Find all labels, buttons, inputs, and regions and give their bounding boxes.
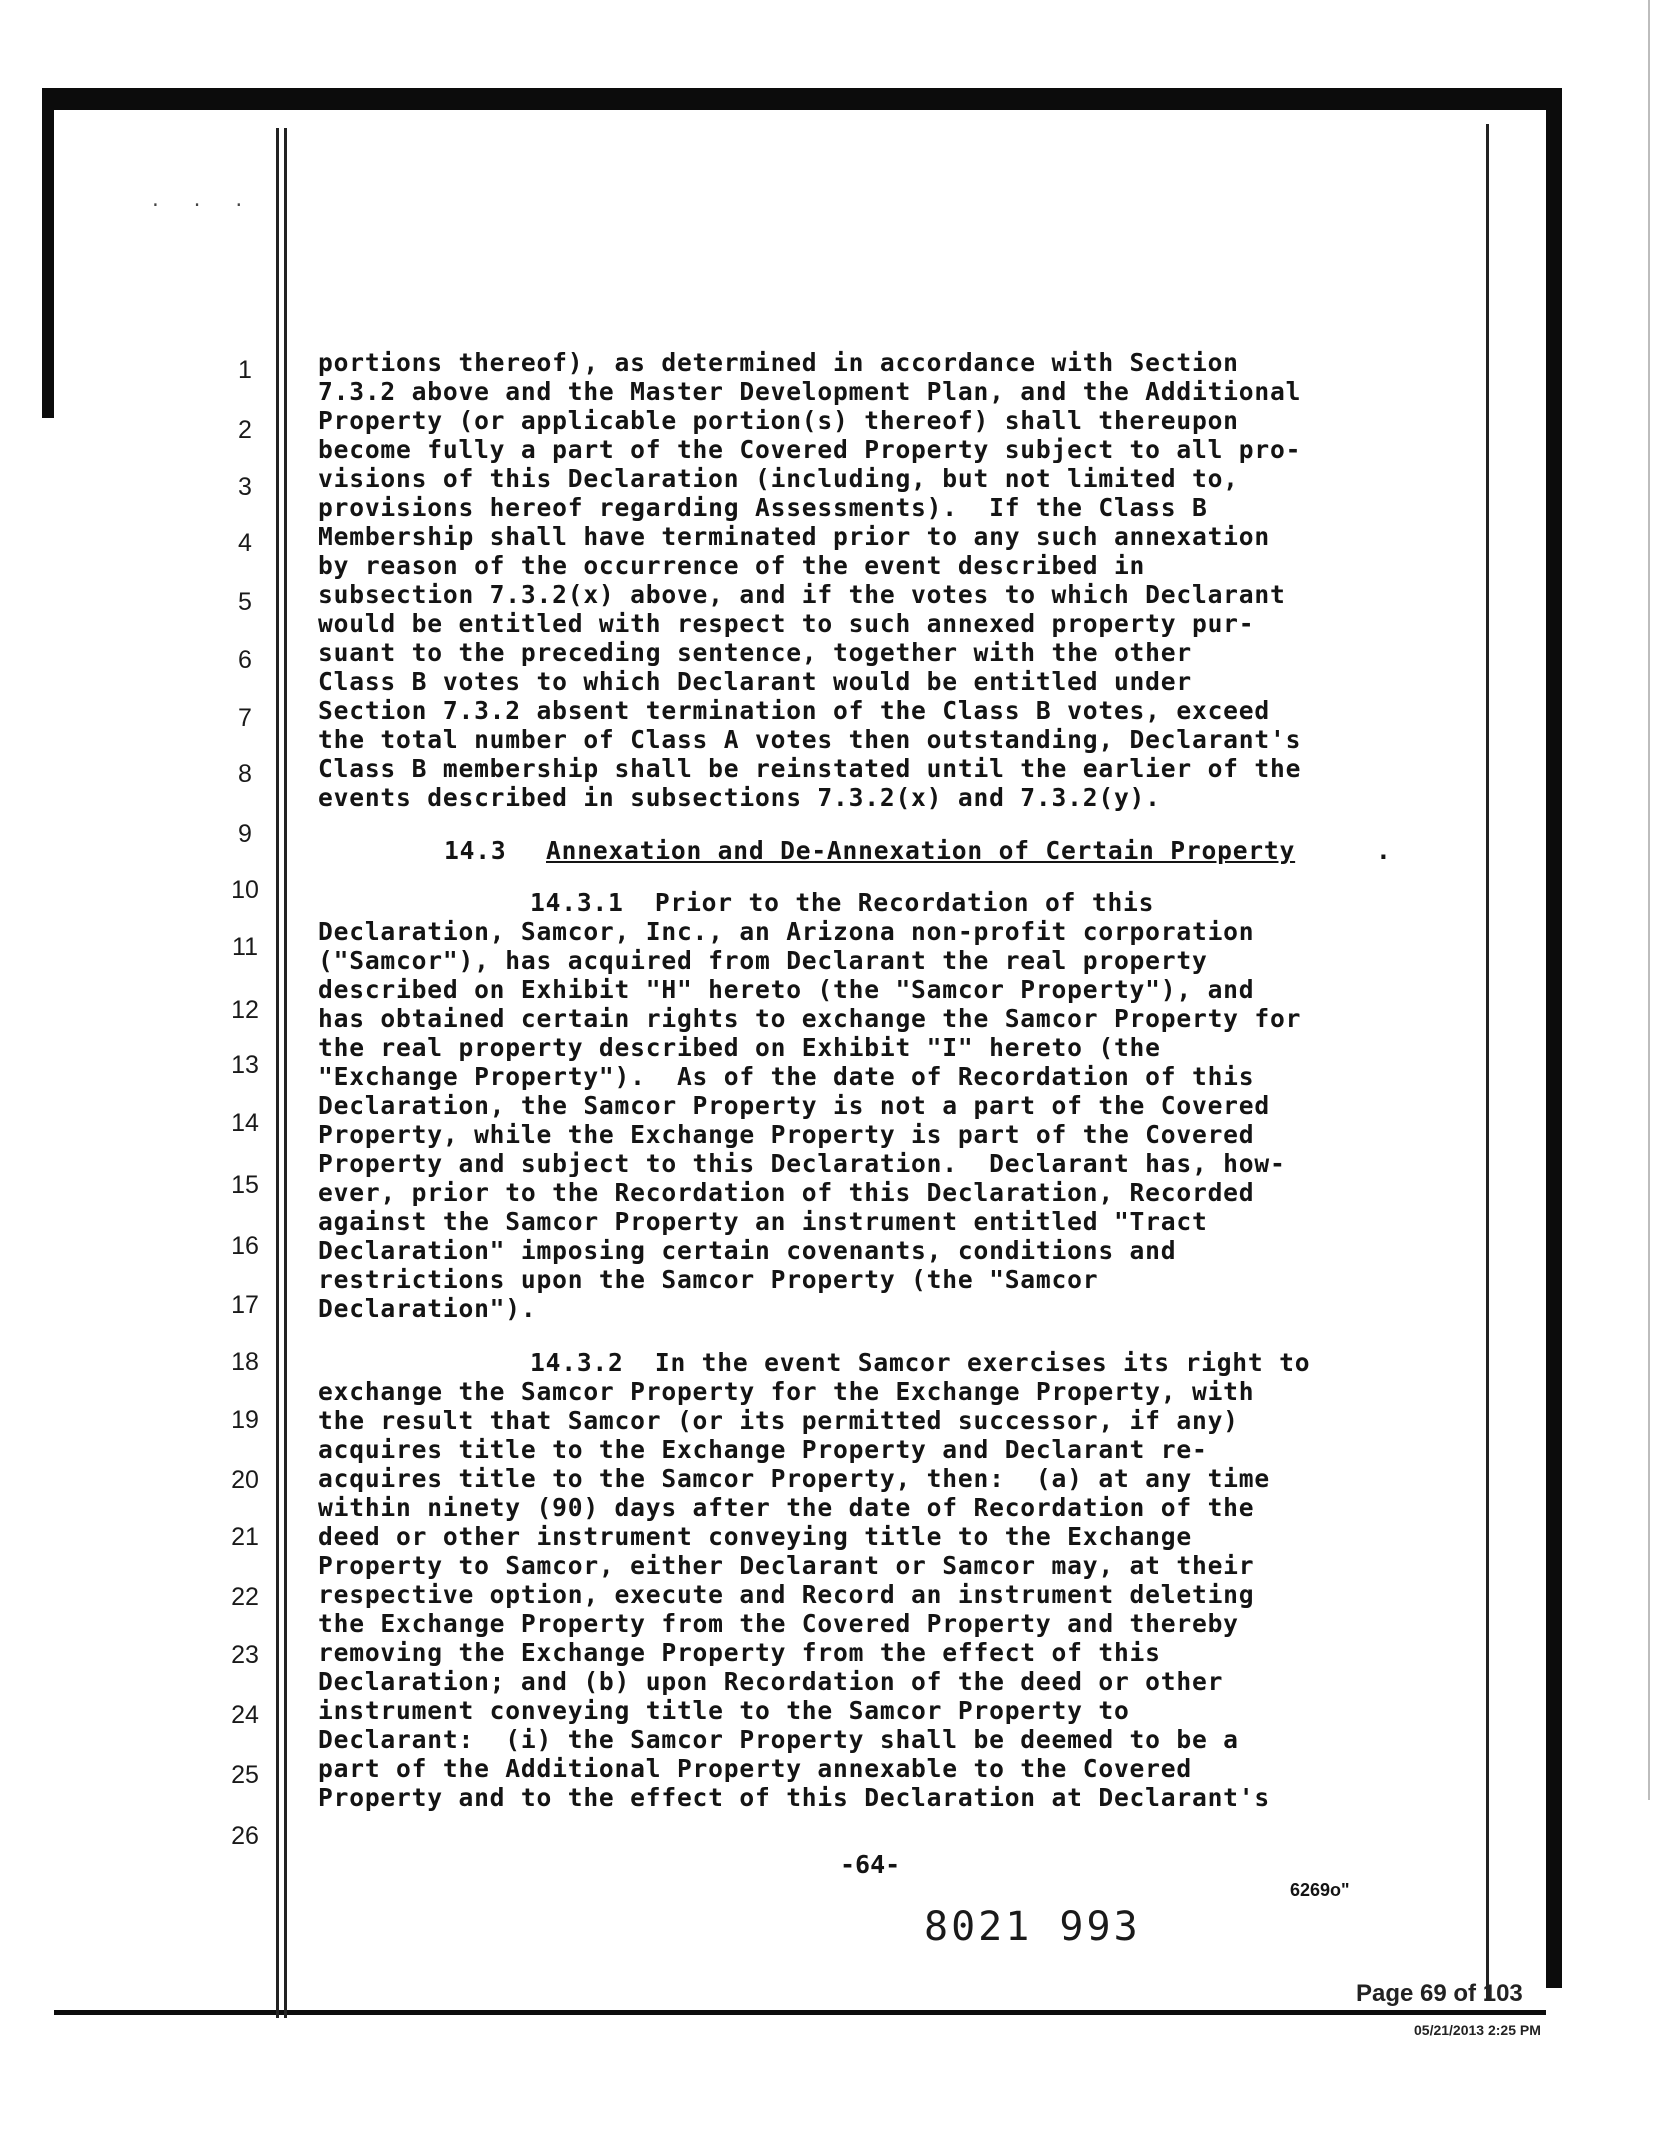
page-of-indicator: Page 69 of 103 bbox=[1356, 1980, 1523, 2007]
line-number: 19 bbox=[231, 1406, 259, 1434]
text-line: portions thereof), as determined in accordance with Section bbox=[318, 348, 1239, 377]
text-line: described on Exhibit "H" hereto (the "Samcor Property"), and bbox=[318, 975, 1255, 1004]
print-timestamp: 05/21/2013 2:25 PM bbox=[1414, 2022, 1541, 2038]
text-line: Property and to the effect of this Declaration at Declarant's bbox=[318, 1783, 1271, 1812]
text-line: Property to Samcor, either Declarant or Samcor may, at their bbox=[318, 1551, 1255, 1580]
text-line: Declaration; and (b) upon Recordation of the deed or other bbox=[318, 1667, 1224, 1696]
text-line: Property and subject to this Declaration. Declarant has, how- bbox=[318, 1149, 1286, 1178]
text-line: Membership shall have terminated prior to any such annexation bbox=[318, 522, 1271, 551]
line-number: 13 bbox=[231, 1051, 259, 1079]
text-line: has obtained certain rights to exchange the Samcor Property for bbox=[318, 1004, 1302, 1033]
line-number: 3 bbox=[238, 473, 252, 501]
text-line: acquires title to the Exchange Property and Declarant re- bbox=[318, 1435, 1208, 1464]
text-line: Section 7.3.2 absent termination of the Class B votes, exceed bbox=[318, 696, 1271, 725]
text-line: Declaration"). bbox=[318, 1294, 537, 1323]
line-number: 1 bbox=[238, 356, 252, 384]
line-number: 11 bbox=[232, 933, 258, 961]
line-number: 4 bbox=[238, 529, 252, 557]
line-number: 10 bbox=[231, 876, 259, 904]
text-line: visions of this Declaration (including, but not limited to, bbox=[318, 464, 1239, 493]
line-number: 7 bbox=[238, 704, 252, 732]
text-line: "Exchange Property"). As of the date of Recordation of this bbox=[318, 1062, 1255, 1091]
text-line: subsection 7.3.2(x) above, and if the votes to which Declarant bbox=[318, 580, 1286, 609]
text-line: the Exchange Property from the Covered Property and thereby bbox=[318, 1609, 1239, 1638]
text-line: become fully a part of the Covered Property subject to all pro- bbox=[318, 435, 1302, 464]
line-number: 12 bbox=[231, 996, 259, 1024]
text-line: Class B votes to which Declarant would be entitled under bbox=[318, 667, 1192, 696]
text-line: events described in subsections 7.3.2(x) and 7.3.2(y). bbox=[318, 783, 1161, 812]
line-number: 9 bbox=[238, 820, 252, 848]
text-line: acquires title to the Samcor Property, then: (a) at any time bbox=[318, 1464, 1271, 1493]
right-margin-rule bbox=[1486, 124, 1489, 2000]
text-line: suant to the preceding sentence, together with the other bbox=[318, 638, 1192, 667]
section-heading-title: Annexation and De-Annexation of Certain Property bbox=[546, 836, 1296, 865]
text-line: the result that Samcor (or its permitted successor, if any) bbox=[318, 1406, 1239, 1435]
text-line: within ninety (90) days after the date of Recordation of the bbox=[318, 1493, 1255, 1522]
line-number: 20 bbox=[231, 1466, 259, 1494]
line-number: 25 bbox=[231, 1761, 259, 1789]
scan-border-top bbox=[42, 88, 1548, 110]
line-number: 2 bbox=[238, 416, 252, 444]
line-number: 15 bbox=[231, 1171, 259, 1199]
text-line: Declaration" imposing certain covenants, conditions and bbox=[318, 1236, 1177, 1265]
section-number: 14.3 bbox=[444, 836, 507, 865]
scan-border-right bbox=[1546, 88, 1562, 1988]
text-line: Declarant: (i) the Samcor Property shall be deemed to be a bbox=[318, 1725, 1239, 1754]
line-number: 24 bbox=[231, 1701, 259, 1729]
text-line: respective option, execute and Record an instrument deleting bbox=[318, 1580, 1255, 1609]
scan-edge bbox=[1648, 0, 1650, 1800]
document-code: 6269o" bbox=[1290, 1880, 1350, 1900]
line-number: 26 bbox=[231, 1822, 259, 1850]
text-line: provisions hereof regarding Assessments). If the Class B bbox=[318, 493, 1208, 522]
text-line: by reason of the occurrence of the event described in bbox=[318, 551, 1146, 580]
line-number: 6 bbox=[238, 646, 252, 674]
line-number: 17 bbox=[231, 1291, 259, 1319]
line-number: 5 bbox=[238, 588, 252, 616]
text-line: exchange the Samcor Property for the Exchange Property, with bbox=[318, 1377, 1255, 1406]
page-number: -64- bbox=[840, 1850, 901, 1879]
text-line: against the Samcor Property an instrument entitled "Tract bbox=[318, 1207, 1208, 1236]
text-line: Property (or applicable portion(s) thereof) shall thereupon bbox=[318, 406, 1239, 435]
text-line: part of the Additional Property annexable to the Covered bbox=[318, 1754, 1192, 1783]
text-line: Declaration, the Samcor Property is not a part of the Covered bbox=[318, 1091, 1271, 1120]
scan-speckle: . . . bbox=[150, 190, 255, 211]
text-line: instrument conveying title to the Samcor Property to bbox=[318, 1696, 1130, 1725]
text-line: 7.3.2 above and the Master Development Plan, and the Additional bbox=[318, 377, 1302, 406]
line-number: 23 bbox=[231, 1641, 259, 1669]
line-number: 21 bbox=[231, 1523, 259, 1551]
left-margin-rule-inner bbox=[284, 128, 287, 2018]
text-line: deed or other instrument conveying title to the Exchange bbox=[318, 1522, 1192, 1551]
line-number: 18 bbox=[231, 1348, 259, 1376]
text-line: removing the Exchange Property from the effect of this bbox=[318, 1638, 1161, 1667]
text-line: Class B membership shall be reinstated until the earlier of the bbox=[318, 754, 1302, 783]
text-line: the real property described on Exhibit "I" hereto (the bbox=[318, 1033, 1161, 1062]
text-line: restrictions upon the Samcor Property (the "Samcor bbox=[318, 1265, 1099, 1294]
line-number: 8 bbox=[238, 760, 252, 788]
text-line: would be entitled with respect to such annexed property pur- bbox=[318, 609, 1255, 638]
text-line: Property, while the Exchange Property is part of the Covered bbox=[318, 1120, 1255, 1149]
scan-border-left bbox=[42, 88, 54, 418]
line-number: 22 bbox=[231, 1583, 259, 1611]
text-line: ever, prior to the Recordation of this Declaration, Recorded bbox=[318, 1178, 1255, 1207]
text-line: 14.3.2 In the event Samcor exercises its right to bbox=[530, 1348, 1311, 1377]
line-number: 16 bbox=[231, 1232, 259, 1260]
line-number: 14 bbox=[231, 1109, 259, 1137]
section-heading-period: . bbox=[1376, 836, 1392, 865]
recording-stamp: 8021 993 bbox=[924, 1904, 1141, 1950]
text-line: Declaration, Samcor, Inc., an Arizona non-profit corporation bbox=[318, 917, 1255, 946]
text-line: ("Samcor"), has acquired from Declarant the real property bbox=[318, 946, 1208, 975]
text-line: the total number of Class A votes then outstanding, Declarant's bbox=[318, 725, 1302, 754]
text-line: 14.3.1 Prior to the Recordation of this bbox=[530, 888, 1155, 917]
left-margin-rule bbox=[276, 128, 279, 2018]
